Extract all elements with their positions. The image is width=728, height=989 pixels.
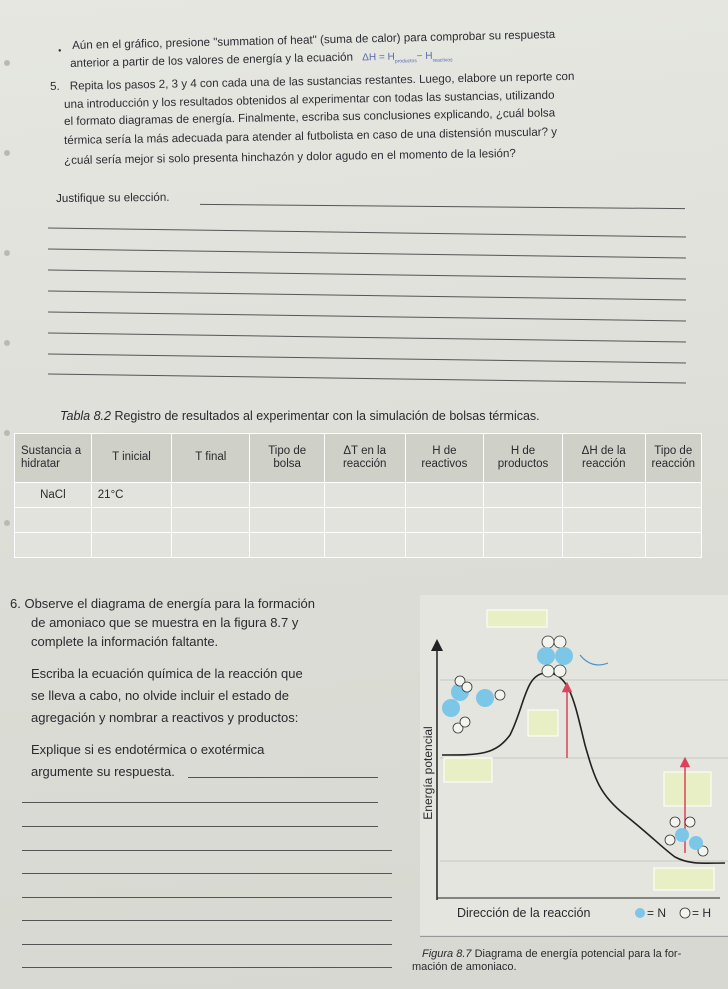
y-axis-label: Energía potencial [421,726,435,820]
header-t-final: T final [172,434,250,483]
q5-line-7: ¿cuál sería mejor si solo presenta hinchazón y dolor agudo en el momento de la lesión? [63,146,516,167]
energy-diagram [420,595,728,935]
answer-box[interactable] [664,772,711,806]
answer-line[interactable] [22,897,392,898]
hydrogen-atom [495,690,505,700]
table-cell[interactable] [250,533,324,558]
table-cell[interactable]: 21°C [91,483,171,508]
results-table [14,433,702,558]
q5-line-2: anterior a partir de los valores de energía y la ecuación $\Delta H = H_{productos}- H_{reactivos}$ [69,50,453,70]
hydrogen-atom [554,665,566,677]
q6-line-2: de amoniaco que se muestra en la figura 8.7 y [31,615,299,630]
q6-line-3: complete la información faltante. [31,634,219,649]
legend-nitrogen-swatch [635,908,645,918]
header-t-inicial: T inicial [91,434,171,483]
hydrogen-atom [665,835,675,845]
table-header-row [15,434,702,483]
legend-nitrogen-label: = N [647,906,667,920]
answer-line[interactable] [48,333,686,343]
answer-line[interactable] [48,249,686,259]
table-row [15,483,702,508]
nitrogen-atom [675,828,689,842]
table-cell[interactable] [172,508,250,533]
table-cell[interactable] [250,483,324,508]
table-cell[interactable] [645,483,701,508]
figure-divider [420,936,728,937]
table-cell[interactable] [645,508,701,533]
hydrogen-atom [462,682,472,692]
table-row [15,533,702,558]
nitrogen-atom [476,689,494,707]
header-h-reactivos: H de reactivos [405,434,484,483]
q6-line-4: Escriba la ecuación química de la reacción que [31,666,303,681]
hydrogen-atom [554,636,566,648]
table-cell[interactable] [15,508,92,533]
q6-line-6: agregación y nombrar a reactivos y productos: [31,710,299,725]
answer-box[interactable] [654,868,714,890]
table-cell[interactable] [405,508,484,533]
table-cell[interactable]: NaCl [15,483,92,508]
table-cell[interactable] [15,533,92,558]
table-cell[interactable] [484,483,563,508]
answer-box[interactable] [487,610,547,627]
answer-box[interactable] [528,710,558,736]
q6-line-5: se lleva a cabo, no olvide incluir el estado de [31,688,289,703]
figure-caption: Figura 8.7 Diagrama de energía potencial para la for- mación de amoniaco. [412,948,682,973]
answer-box[interactable] [444,758,492,782]
hydrogen-atom [460,717,470,727]
nitrogen-atom [442,699,460,717]
hydrogen-atom [685,817,695,827]
table-cell[interactable] [484,533,563,558]
q5-line-1: • Aún en el gráfico, presione "summation of heat" (suma de calor) para comprobar su respuesta [58,28,556,56]
answer-line[interactable] [22,944,392,945]
nitrogen-atom [537,647,555,665]
header-h-productos: H de productos [484,434,563,483]
table-cell[interactable] [405,533,484,558]
header-tipo-bolsa: Tipo de bolsa [250,434,324,483]
answer-line[interactable] [22,850,392,851]
q5-line-6: térmica sería la más adecuada para atender al futbolista en caso de una distensión muscular? y [63,125,558,147]
header-tipo-reaccion: Tipo de reacción [645,434,701,483]
q6-line-8: argumente su respuesta. [31,764,175,779]
answer-line[interactable] [48,374,686,384]
answer-line[interactable] [22,802,378,803]
table-cell[interactable] [562,483,645,508]
delta-h-equation: $\Delta H = H_{productos}- H_{reactivos}$ [362,50,453,65]
nitrogen-atom [689,836,703,850]
table-caption: Tabla 8.2 Registro de resultados al experimentar con la simulación de bolsas térmicas. [60,409,540,423]
table-cell[interactable] [172,533,250,558]
answer-line[interactable] [200,204,685,209]
table-cell[interactable] [484,508,563,533]
legend-hydrogen-label: = H [692,906,712,920]
table-cell[interactable] [324,533,405,558]
table-cell[interactable] [562,533,645,558]
q6-line-1: 6. Observe el diagrama de energía para la formación [10,596,315,611]
justify-label: Justifique su elección. [55,190,170,205]
answer-line[interactable] [48,291,686,301]
q5-number: 5. [49,79,60,93]
hydrogen-atom [542,665,554,677]
table-cell[interactable] [91,508,171,533]
nitrogen-atom [555,647,573,665]
x-axis-label: Dirección de la reacción [457,906,591,920]
header-delta-h: ΔH de la reacción [562,434,645,483]
q5-line-3: 5. Repita los pasos 2, 3 y 4 con cada una de las sustancias restantes. Luego, elabore un reporte con [49,69,575,93]
header-sustancia: Sustancia a hidratar [15,434,92,483]
q6-line-7: Explique si es endotérmica o exotérmica [31,742,265,757]
q5-line-5: el formato diagramas de energía. Finalmente, escriba sus conclusiones explicando, ¿cuál bolsa [63,106,556,128]
answer-line[interactable] [48,228,686,238]
answer-line[interactable] [22,920,392,921]
header-delta-t: ΔT en la reacción [324,434,405,483]
answer-line[interactable] [22,873,392,874]
table-cell[interactable] [172,483,250,508]
answer-line[interactable] [48,270,686,280]
hydrogen-atom [670,817,680,827]
table-cell[interactable] [645,533,701,558]
answer-line[interactable] [22,967,392,968]
table-cell[interactable] [562,508,645,533]
table-cell[interactable] [405,483,484,508]
table-cell[interactable] [250,508,324,533]
hydrogen-atom [542,636,554,648]
table-cell[interactable] [91,533,171,558]
table-row [15,508,702,533]
answer-line[interactable] [48,354,686,364]
answer-line[interactable] [48,312,686,322]
answer-line[interactable] [22,826,378,827]
answer-line[interactable] [188,777,378,778]
table-cell[interactable] [324,508,405,533]
table-cell[interactable] [324,483,405,508]
legend-hydrogen-swatch [680,908,690,918]
q5-line-4: una introducción y los resultados obtenidos al experimentar con todas las sustancias, utilizando [63,88,555,111]
